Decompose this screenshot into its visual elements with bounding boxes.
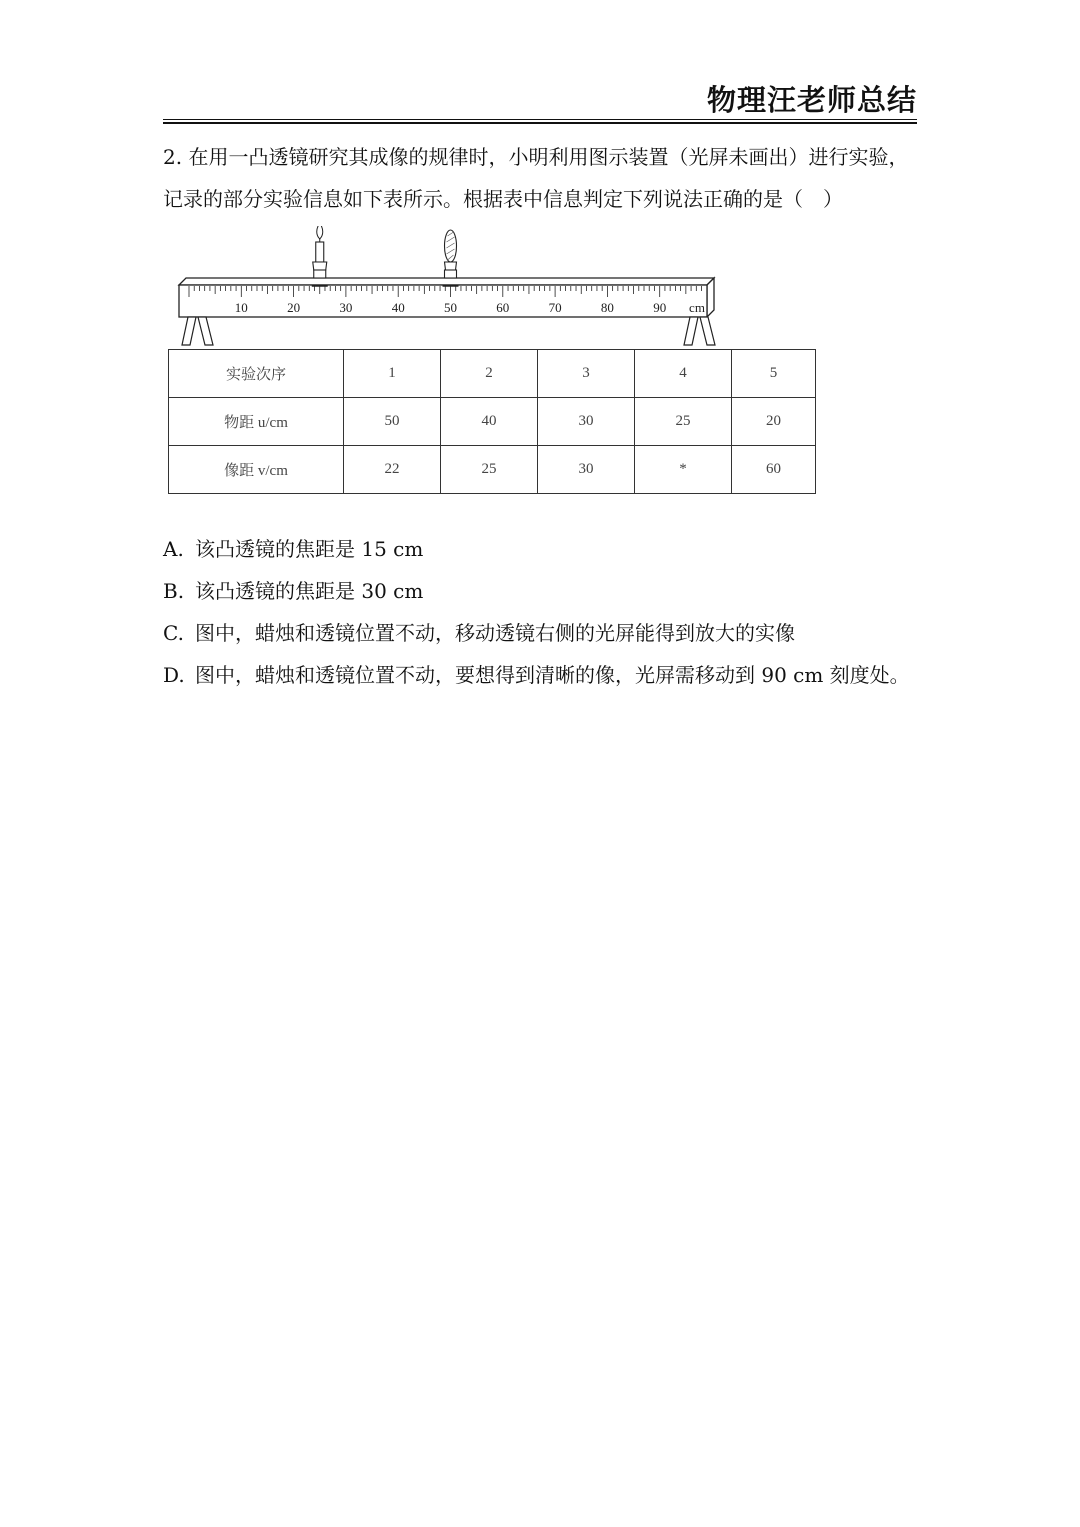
option-text: 图中，蜡烛和透镜位置不动，要想得到清晰的像，光屏需移动到 90 cm 刻度处。 bbox=[195, 663, 910, 687]
option-b bbox=[163, 570, 917, 612]
table-cell: * bbox=[635, 446, 732, 494]
row-header-object-distance: 物距 u/cm bbox=[169, 398, 344, 446]
table-cell: 20 bbox=[732, 398, 816, 446]
option-text: 该凸透镜的焦距是 30 cm bbox=[195, 579, 424, 603]
ruler-label: 80 bbox=[600, 300, 614, 315]
experiment-data-table bbox=[168, 349, 816, 494]
optical-bench-diagram bbox=[170, 226, 730, 350]
option-letter: B. bbox=[163, 579, 185, 603]
table-cell: 5 bbox=[732, 350, 816, 398]
table-cell: 40 bbox=[441, 398, 538, 446]
option-letter: C. bbox=[163, 621, 184, 645]
table-cell: 60 bbox=[732, 446, 816, 494]
answer-options bbox=[163, 528, 917, 696]
ruler-label: 50 bbox=[444, 300, 457, 315]
option-d bbox=[163, 654, 917, 696]
question-text: 2. 在用一凸透镜研究其成像的规律时，小明利用图示装置（光屏未画出）进行实验，记录的部分实验信息如下表所示。根据表中信息判定下列说法正确的是（ ） bbox=[163, 145, 909, 211]
table-cell: 4 bbox=[635, 350, 732, 398]
option-letter: D. bbox=[163, 663, 185, 687]
ruler-label: 90 bbox=[653, 300, 667, 315]
ruler-label: 30 bbox=[339, 300, 353, 315]
option-letter: A. bbox=[163, 537, 184, 561]
table-cell: 1 bbox=[344, 350, 441, 398]
table-cell: 3 bbox=[538, 350, 635, 398]
left-stand bbox=[182, 317, 213, 345]
ruler-label: 70 bbox=[548, 300, 562, 315]
right-stand bbox=[684, 317, 715, 345]
option-c bbox=[163, 612, 917, 654]
table-row-trial-order bbox=[169, 350, 816, 398]
ruler-label: 40 bbox=[391, 300, 405, 315]
table-cell: 25 bbox=[441, 446, 538, 494]
table-cell: 30 bbox=[538, 446, 635, 494]
option-text: 图中，蜡烛和透镜位置不动，移动透镜右侧的光屏能得到放大的实像 bbox=[195, 621, 795, 645]
option-a bbox=[163, 528, 917, 570]
header-rule-thin bbox=[163, 119, 917, 120]
ruler-label: 10 bbox=[234, 300, 248, 315]
table-row-object-distance bbox=[169, 398, 816, 446]
ruler-label: 20 bbox=[287, 300, 301, 315]
header-title: 物理汪老师总结 bbox=[706, 83, 917, 117]
row-header-image-distance: 像距 v/cm bbox=[169, 446, 344, 494]
table-cell: 50 bbox=[344, 398, 441, 446]
ruler-unit-label: cm bbox=[689, 300, 705, 315]
header-rule-thick bbox=[163, 122, 917, 124]
option-text: 该凸透镜的焦距是 15 cm bbox=[195, 537, 424, 561]
table-row-image-distance bbox=[169, 446, 816, 494]
convex-lens-holder bbox=[443, 230, 459, 286]
candle-holder bbox=[312, 226, 328, 286]
table-cell: 2 bbox=[441, 350, 538, 398]
ruler-label: 60 bbox=[496, 300, 510, 315]
table-cell: 25 bbox=[635, 398, 732, 446]
table-cell: 22 bbox=[344, 446, 441, 494]
row-header-trial-order: 实验次序 bbox=[169, 350, 344, 398]
table-cell: 30 bbox=[538, 398, 635, 446]
